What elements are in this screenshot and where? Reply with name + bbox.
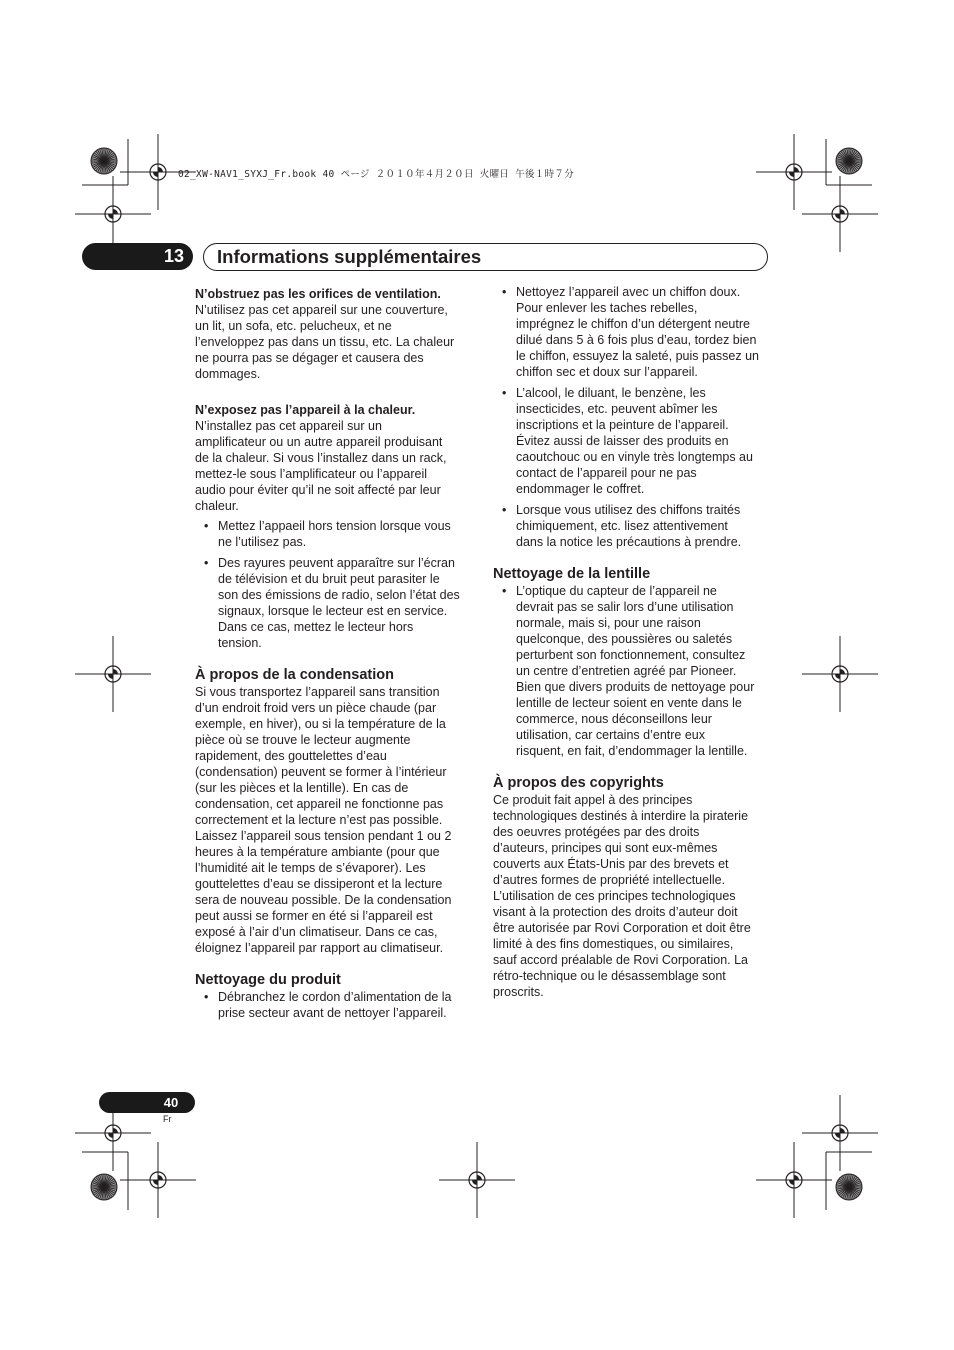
text-line: • Débranchez le cordon d’alimentation de la (218, 990, 452, 1004)
crosshair-fill (835, 1128, 845, 1138)
crosshair-fill (108, 209, 118, 219)
page-number: 40 (163, 1095, 179, 1110)
text-line: éloignez l’appareil par rapport au climatiseur. (195, 941, 444, 955)
text-line: endommager le coffret. (516, 482, 645, 496)
text-line: gouttelettes d’eau se dissiperont et la lecture (195, 877, 443, 891)
text-line: imprégnez le chiffon d’un détergent neutre (516, 317, 750, 331)
text-line: tension. (218, 636, 262, 650)
text-line: inscriptions et la peinture de l’appareil. (516, 418, 729, 432)
text-line: normale, mais si, pour une raison (516, 616, 701, 630)
text-line: mettez-le sous l’amplificateur ou l’appareil (195, 467, 428, 481)
text-line: (sur les pièces et la lentille). En cas de (195, 781, 409, 795)
text-line: • L’alcool, le diluant, le benzène, les (516, 386, 706, 400)
text-line: commerce, nous déconseillons leur (516, 712, 712, 726)
text-line: ne pourra pas se dégager et causera des (195, 351, 424, 365)
text-line: prise secteur avant de nettoyer l’appareil. (218, 1006, 447, 1020)
text-line: rétro-technique ou le désassemblage sont (493, 969, 726, 983)
left-column (195, 284, 471, 1021)
text-line: chaleur. (195, 499, 239, 513)
text-line: Dans ce cas, mettez le lecteur hors (218, 620, 414, 634)
cleaning-heading: Nettoyage du produit (195, 972, 341, 988)
text-line: • L’optique du capteur de l’appareil ne (516, 584, 717, 598)
text-line: caoutchouc ou en vinyle très longtemps au (516, 450, 753, 464)
copyrights-text (493, 792, 769, 1000)
text-line: N’installez pas cet appareil sur un (195, 419, 382, 433)
text-line: (condensation) peuvent se former à l’intérieur (195, 765, 447, 779)
text-line: contact de l’appareil pour ne pas (516, 466, 697, 480)
text-line: couverts aux États-Unis par des brevets et (493, 857, 729, 871)
crosshair-fill (835, 209, 845, 219)
text-line: de télévision et du bruit peut parasiter le (218, 572, 440, 586)
crosshair-fill (789, 1175, 799, 1185)
text-line: technologiques destinés à interdire la piraterie (493, 809, 749, 823)
condensation-heading: À propos de la condensation (195, 667, 394, 683)
text-line: sauf accord préalable de Rovi Corporation. La (493, 953, 749, 967)
condensation-text (195, 684, 471, 956)
chapter-title: Informations supplémentaires (217, 246, 482, 267)
text-line: Laissez l’appareil sous tension pendant 1 ou 2 (195, 829, 452, 843)
crosshair-fill (108, 1128, 118, 1138)
text-line: lentille de lecteur soient en vente dans le (516, 696, 742, 710)
crosshair-fill (472, 1175, 482, 1185)
text-line: d’un endroit froid vers un pièce chaude (par (195, 701, 437, 715)
ventilation-heading: N’obstruez pas les orifices de ventilation. (195, 287, 441, 301)
text-line: chimiquement, etc. lisez attentivement (516, 519, 728, 533)
text-line: être autorisée par Rovi Corporation et doit être (493, 921, 751, 935)
cleaning-bullets (195, 989, 471, 1021)
text-line: devrait pas se salir lors d’une utilisation (516, 600, 734, 614)
text-line: Bien que divers produits de nettoyage pour (516, 680, 755, 694)
list-item (493, 583, 769, 759)
heat-text (195, 418, 471, 514)
text-line: • Lorsque vous utilisez des chiffons traités (516, 503, 741, 517)
language-code: Fr (163, 1114, 172, 1124)
text-line: chiffon sec et doux sur l’appareil. (516, 365, 698, 379)
text-line: • Nettoyez l’appareil avec un chiffon doux. (516, 285, 741, 299)
list-item (195, 555, 471, 651)
text-line: son des émissions de radio, selon l’état des (218, 588, 460, 602)
copyrights-heading: À propos des copyrights (493, 775, 664, 791)
text-line: perturbent son fonctionnement, consultez (516, 648, 746, 662)
text-line: utilisation, car certains d’entre eux (516, 728, 705, 742)
text-line: rapidement, des gouttelettes d’eau (195, 749, 387, 763)
text-line: insecticides, etc. peuvent abîmer les (516, 402, 718, 416)
text-line: Si vous transportez l’appareil sans transition (195, 685, 440, 699)
cleaning-continued-bullets (493, 284, 769, 550)
text-line: Évitez aussi de laisser des produits en (516, 434, 729, 448)
text-line: visant à la protection des droits d’auteur doit (493, 905, 738, 919)
text-line: signaux, lorsque le lecteur est en service. (218, 604, 448, 618)
list-item (195, 989, 471, 1021)
text-line: des oeuvres protégées par des droits (493, 825, 700, 839)
text-line: dans la notice les précautions à prendre. (516, 535, 742, 549)
text-line: le chiffon, essuyez la saleté, puis passez un (516, 349, 759, 363)
text-line: heures à la température ambiante (pour que (195, 845, 440, 859)
text-line: quelconque, des poussières ou saletés (516, 632, 733, 646)
text-line: risquent, en fait, d’endommager la lentille. (516, 744, 748, 758)
text-line: peut aussi se former en été si l’appareil est (195, 909, 433, 923)
crosshair-fill (789, 167, 799, 177)
heat-heading: N’exposez pas l’appareil à la chaleur. (195, 403, 416, 417)
text-line: ne l’utilisez pas. (218, 535, 307, 549)
text-line: exemple, en hiver), ou si la température de la (195, 717, 446, 731)
right-column (493, 284, 769, 1000)
text-line: sera de nouveau possible. De la condensation (195, 893, 452, 907)
text-line: dilué dans 5 à 6 fois plus d’eau, tordez bien (516, 333, 757, 347)
text-line: correctement et la lecture n’est pas possible. (195, 813, 443, 827)
text-line: proscrits. (493, 985, 544, 999)
text-line: Pour enlever les taches rebelles, (516, 301, 698, 315)
text-line: l’humidité ait le temps de s’évaporer). Les (195, 861, 426, 875)
text-line: amplificateur ou un autre appareil produisant (195, 435, 443, 449)
text-line: exposé à l’air d’un climatiseur. Dans ce cas, (195, 925, 438, 939)
list-item (493, 385, 769, 497)
text-line: l’enveloppez pas dans un tissu, etc. La chaleur (195, 335, 455, 349)
crosshair-fill (835, 669, 845, 679)
crosshair-fill (153, 167, 163, 177)
crosshair-fill (108, 669, 118, 679)
list-item (493, 284, 769, 380)
lens-bullets (493, 583, 769, 759)
lens-heading: Nettoyage de la lentille (493, 566, 651, 582)
text-line: • Mettez l’appaeil hors tension lorsque vous (218, 519, 451, 533)
text-line: d’autres formes de propriété intellectuelle. (493, 873, 726, 887)
text-line: condensation, cet appareil ne fonctionne pas (195, 797, 444, 811)
heat-bullets (195, 518, 471, 651)
chapter-number: 13 (163, 246, 185, 266)
text-line: audio pour éviter qu’il ne soit affecté par leur (195, 483, 441, 497)
text-line: limité à des fins domestiques, ou similaires, (493, 937, 734, 951)
text-line: • Des rayures peuvent apparaître sur l’écran (218, 556, 455, 570)
crosshair-fill (153, 1175, 163, 1185)
text-line: N’utilisez pas cet appareil sur une couverture, (195, 303, 448, 317)
list-item (493, 502, 769, 550)
text-line: Ce produit fait appel à des principes (493, 793, 693, 807)
text-line: d’auteurs, principes qui sont eux-mêmes (493, 841, 718, 855)
text-line: L’utilisation de ces principes technologiques (493, 889, 736, 903)
text-line: dommages. (195, 367, 261, 381)
text-line: un centre d’entretien agréé par Pioneer. (516, 664, 737, 678)
text-line: pièce où se trouve le lecteur augmente (195, 733, 411, 747)
print-slug: 02_XW-NAV1_SYXJ_Fr.book 40 ページ ２０１０年４月２０日 火曜日 午後１時７分 (178, 169, 574, 180)
text-line: de la chaleur. Si vous l’installez dans un rack, (195, 451, 447, 465)
list-item (195, 518, 471, 550)
text-line: un lit, un sofa, etc. pelucheux, et ne (195, 319, 392, 333)
ventilation-text (195, 302, 471, 382)
